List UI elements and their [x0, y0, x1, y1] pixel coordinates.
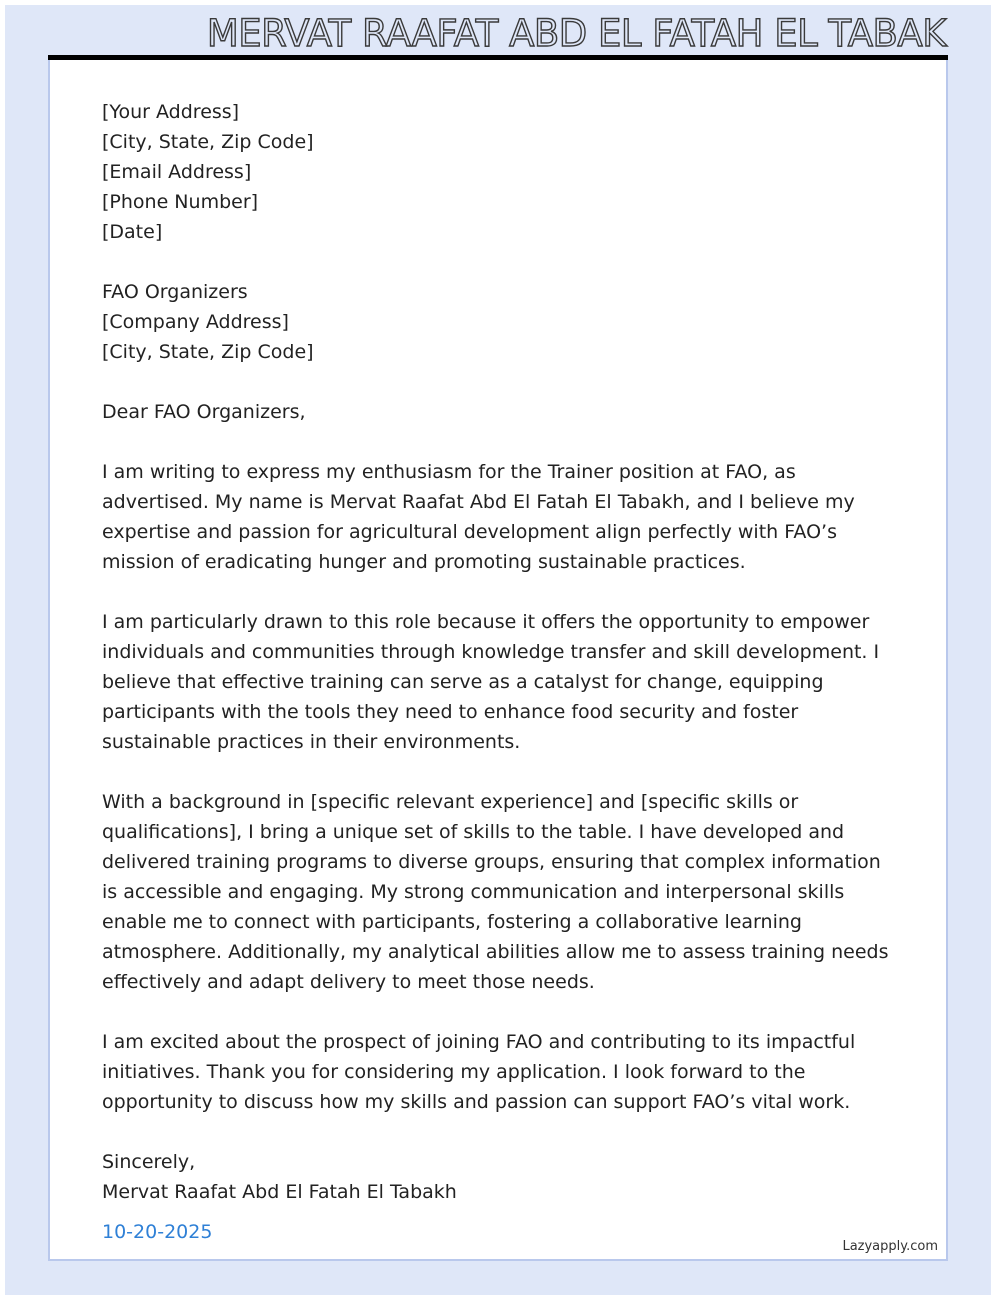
applicant-name-title: MERVAT RAAFAT ABD EL FATAH EL TABAK: [206, 12, 946, 55]
sender-city-state-zip: [City, State, Zip Code]: [102, 131, 314, 153]
sender-email: [Email Address]: [102, 161, 252, 183]
salutation: Dear FAO Organizers,: [102, 401, 306, 423]
cover-letter-body: [102, 97, 902, 1247]
sender-block: [102, 97, 902, 247]
sender-date: [Date]: [102, 221, 163, 243]
closing: Sincerely,: [102, 1151, 196, 1173]
signature-name: Mervat Raafat Abd El Fatah El Tabakh: [102, 1181, 457, 1203]
recipient-block: [102, 277, 902, 367]
paragraph-intro: I am writing to express my enthusiasm for the Trainer position at FAO, as advertised. My name is Mervat Raafat Abd El Fatah El Tabakh, and I believe my expertise and passion for agricultural development align perfectly with FAO’s mission of eradicating hunger and promoting sustainable practices.: [102, 461, 855, 573]
sender-address: [Your Address]: [102, 101, 240, 123]
letter-sheet: [48, 60, 948, 1261]
footer-brand: Lazyapply.com: [842, 1239, 938, 1254]
paragraph-motivation: I am particularly drawn to this role because it offers the opportunity to empower individuals and communities through knowledge transfer and skill development. I believe that effective training can serve as a catalyst for change, equipping participants with the tools they need to enhance food security and foster sustainable practices in their environments.: [102, 611, 880, 753]
sender-phone: [Phone Number]: [102, 191, 259, 213]
recipient-address: [Company Address]: [102, 311, 289, 333]
paragraph-closing: I am excited about the prospect of joining FAO and contributing to its impactful initiatives. Thank you for considering my application. I look forward to the opportunity to discuss how my skills and passion can support FAO’s vital work.: [102, 1031, 856, 1113]
recipient-name: FAO Organizers: [102, 281, 248, 303]
paragraph-experience: With a background in [specific relevant experience] and [specific skills or qualifications], I bring a unique set of skills to the table. I have developed and delivered training programs to diverse groups, ensuring that complex information is accessible and engaging. My strong communication and interpersonal skills enable me to connect with participants, fostering a collaborative learning atmosphere. Additionally, my analytical abilities allow me to assess training needs effectively and adapt delivery to meet those needs.: [102, 791, 889, 993]
recipient-city-state-zip: [City, State, Zip Code]: [102, 341, 314, 363]
letter-date: 10-20-2025: [102, 1221, 213, 1243]
